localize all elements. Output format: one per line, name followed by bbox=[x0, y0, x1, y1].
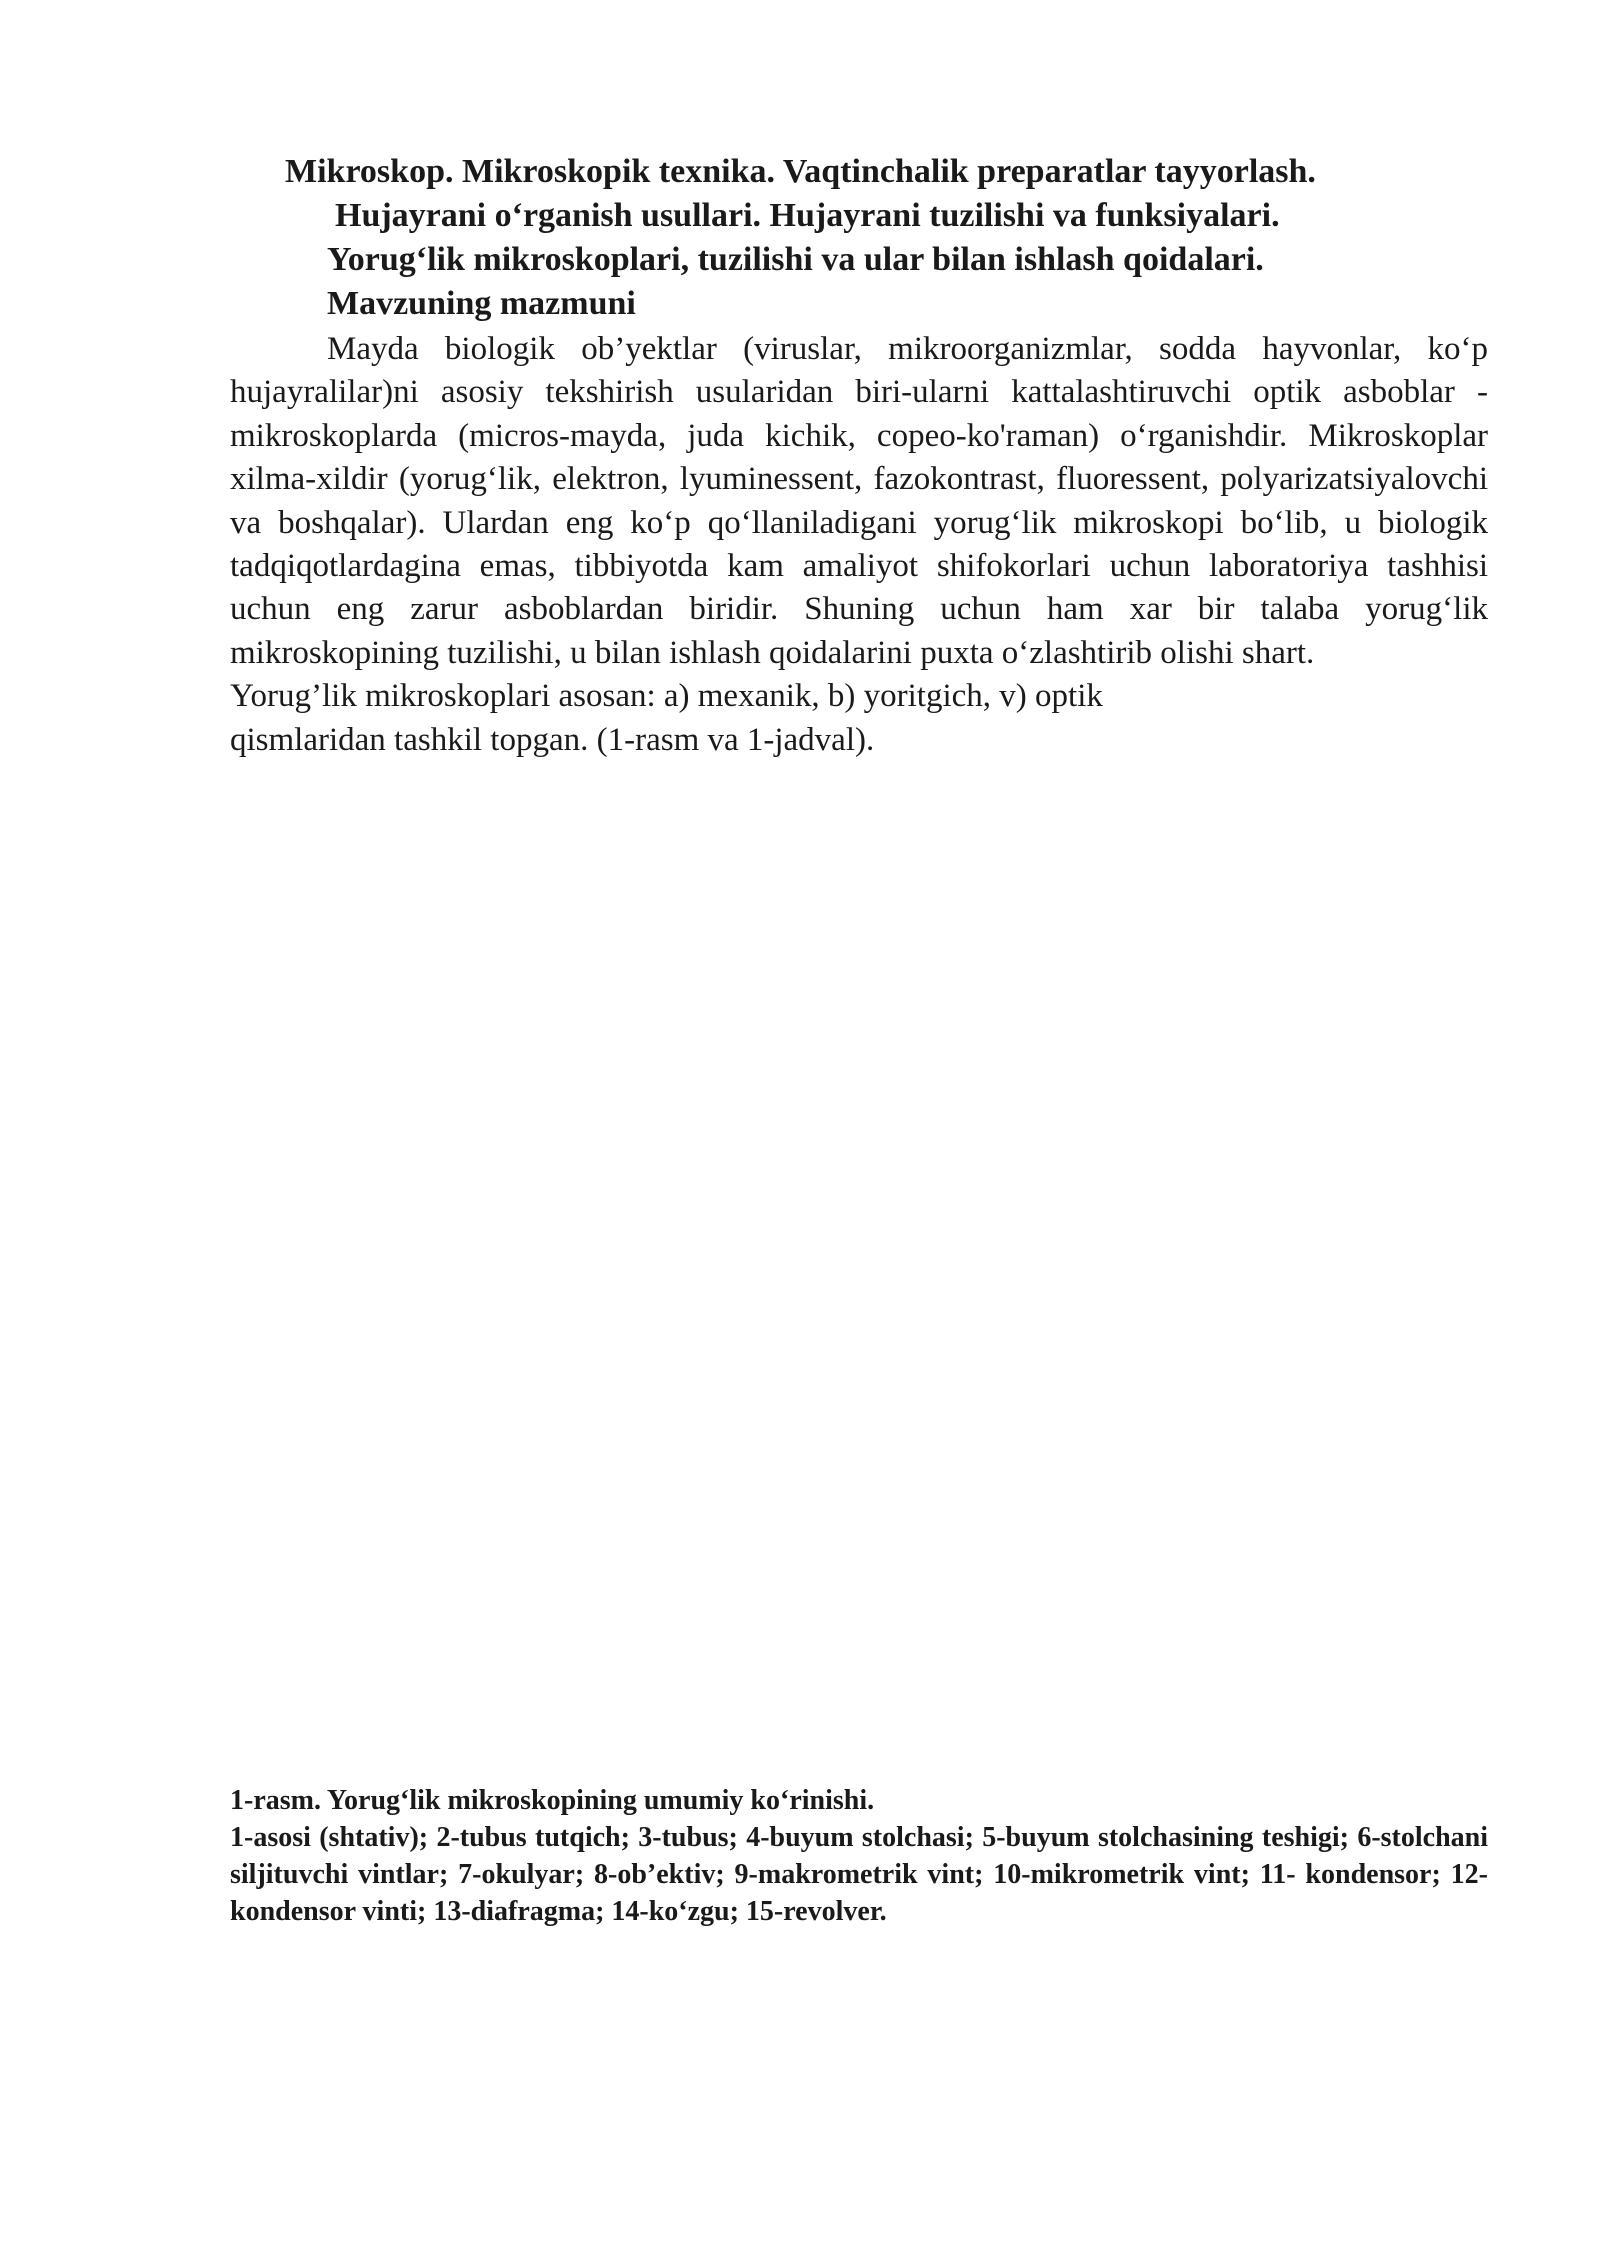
paragraph-parts-line-1: Yorug’lik mikroskoplari asosan: a) mexanik, b) yoritgich, v) optik bbox=[230, 678, 1103, 715]
title-line-1: Mikroskop. Mikroskopik texnika. Vaqtinchalik preparatlar tayyorlash. bbox=[285, 153, 1316, 190]
title-line-3: Yorug‘lik mikroskoplari, tuzilishi va ular bilan ishlash qoidalari. bbox=[327, 241, 1264, 278]
section-heading: Mavzuning mazmuni bbox=[327, 285, 636, 322]
paragraph-parts-line-2: qismlaridan tashkil topgan. (1-rasm va 1-jadval). bbox=[230, 721, 875, 758]
heading-block bbox=[230, 150, 1440, 326]
figure-caption-title: 1-rasm. Yorug‘lik mikroskopining umumiy ko‘rinishi. bbox=[230, 1785, 875, 1816]
figure-caption-legend: 1-asosi (shtativ); 2-tubus tutqich; 3-tubus; 4-buyum stolchasi; 5-buyum stolchasining teshigi; 6-stolchani siljituvchi vintlar; 7-okulyar; 8-ob’ektiv; 9-makrometrik vint; 10-mikrometrik vint; 11- kondensor; 12-kondensor vinti; 13-diafragma; 14-ko‘zgu; 15-revolver. bbox=[230, 1822, 1488, 1927]
paragraph-intro: Mayda biologik ob’yektlar (viruslar, mikroorganizmlar, sodda hayvonlar, ko‘p hujayralilar)ni asosiy tekshirish usularidan biri-ularni kattalashtiruvchi optik asboblar - mikroskoplarda (micros-mayda, juda kichik, copeo-ko'raman) o‘rganishdir. Mikroskoplar xilma-xildir (yorug‘lik, elektron, lyuminessent, fazokontrast, fluoressent, polyarizatsiyalovchi va boshqalar). Ulardan eng ko‘p qo‘llaniladigani yorug‘lik mikroskopi bo‘lib, u biologik tadqiqotlardagina emas, tibbiyotda kam amaliyot shifokorlari uchun laboratoriya tashhisi uchun eng zarur asboblardan biridir. Shuning uchun ham xar bir talaba yorug‘lik mikroskopining tuzilishi, u bilan ishlash qoidalarini puxta o‘zlashtirib olishi shart. bbox=[230, 331, 1488, 671]
title-line-2: Hujayrani o‘rganish usullari. Hujayrani tuzilishi va funksiyalari. bbox=[335, 197, 1280, 234]
body-text bbox=[230, 328, 1488, 762]
figure-caption bbox=[230, 1782, 1488, 1930]
paragraph-parts bbox=[230, 675, 1488, 762]
